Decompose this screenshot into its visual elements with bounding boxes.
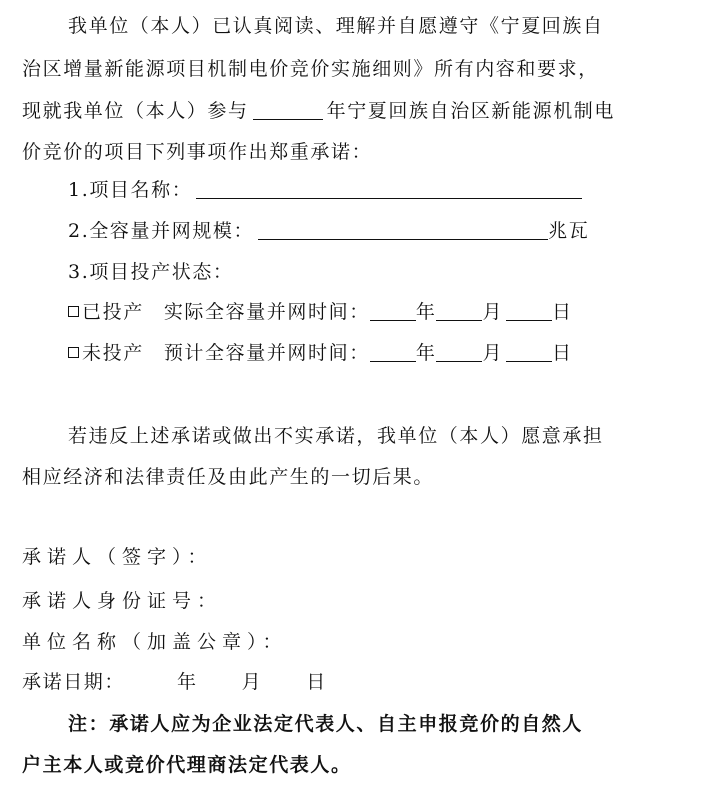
status-option-in-operation — [68, 300, 573, 324]
capacity-field[interactable] — [258, 219, 548, 240]
date-label: 承诺日期： — [22, 671, 126, 693]
day-unit: 日 — [552, 342, 573, 364]
note-line-2: 户主本人或竞价代理商法定代表人。 — [22, 754, 352, 776]
year-unit: 年 — [415, 301, 437, 323]
item-project-name — [68, 178, 582, 202]
day-field[interactable] — [506, 341, 552, 362]
signer-signature-label: 承诺人（签字）： — [22, 546, 213, 568]
commitment-date — [22, 670, 327, 694]
intro-line-4: 价竞价的项目下列事项作出郑重承诺： — [22, 141, 373, 163]
option-label: 未投产 — [82, 342, 144, 364]
unit-name-label: 单位名称（加盖公章）： — [22, 631, 288, 653]
month-unit: 月 — [482, 342, 504, 364]
intro-line-2: 治区增量新能源项目机制电价竞价实施细则》所有内容和要求， — [22, 58, 599, 80]
date-year-unit: 年 — [177, 671, 198, 693]
time-label: 预计全容量并网时间： — [163, 342, 370, 364]
day-field[interactable] — [506, 300, 552, 321]
time-label: 实际全容量并网时间： — [163, 301, 370, 323]
date-month-unit: 月 — [241, 671, 263, 693]
capacity-label: 2.全容量并网规模： — [68, 220, 255, 242]
signer-id-label: 承诺人身份证号： — [22, 590, 223, 612]
checkbox-in-operation[interactable] — [68, 306, 79, 317]
item-capacity — [68, 219, 589, 243]
day-unit: 日 — [552, 301, 573, 323]
intro-line-3-suffix: 年宁夏回族自治区新能源机制电 — [326, 100, 616, 122]
intro-line-3 — [22, 99, 615, 123]
year-field[interactable] — [370, 341, 416, 362]
year-field[interactable] — [370, 300, 416, 321]
month-unit: 月 — [482, 301, 504, 323]
checkbox-not-in-operation[interactable] — [68, 347, 79, 358]
consequence-line-2: 相应经济和法律责任及由此产生的一切后果。 — [22, 466, 435, 488]
month-field[interactable] — [436, 341, 482, 362]
status-option-not-in-operation — [68, 341, 573, 365]
consequence-line-1: 若违反上述承诺或做出不实承诺，我单位（本人）愿意承担 — [68, 425, 604, 447]
project-name-field[interactable] — [196, 178, 582, 199]
intro-line-1: 我单位（本人）已认真阅读、理解并自愿遵守《宁夏回族自 — [68, 15, 604, 37]
capacity-unit: 兆瓦 — [548, 220, 590, 242]
option-label: 已投产 — [82, 301, 144, 323]
month-field[interactable] — [436, 300, 482, 321]
project-name-label: 1.项目名称： — [68, 179, 193, 201]
item-status-heading: 3.项目投产状态： — [68, 261, 234, 283]
year-unit: 年 — [415, 342, 437, 364]
note-line-1: 注：承诺人应为企业法定代表人、自主申报竞价的自然人 — [68, 713, 584, 735]
date-day-unit: 日 — [306, 671, 327, 693]
intro-line-3-prefix: 现就我单位（本人）参与 — [22, 100, 249, 122]
year-blank[interactable] — [253, 99, 323, 120]
